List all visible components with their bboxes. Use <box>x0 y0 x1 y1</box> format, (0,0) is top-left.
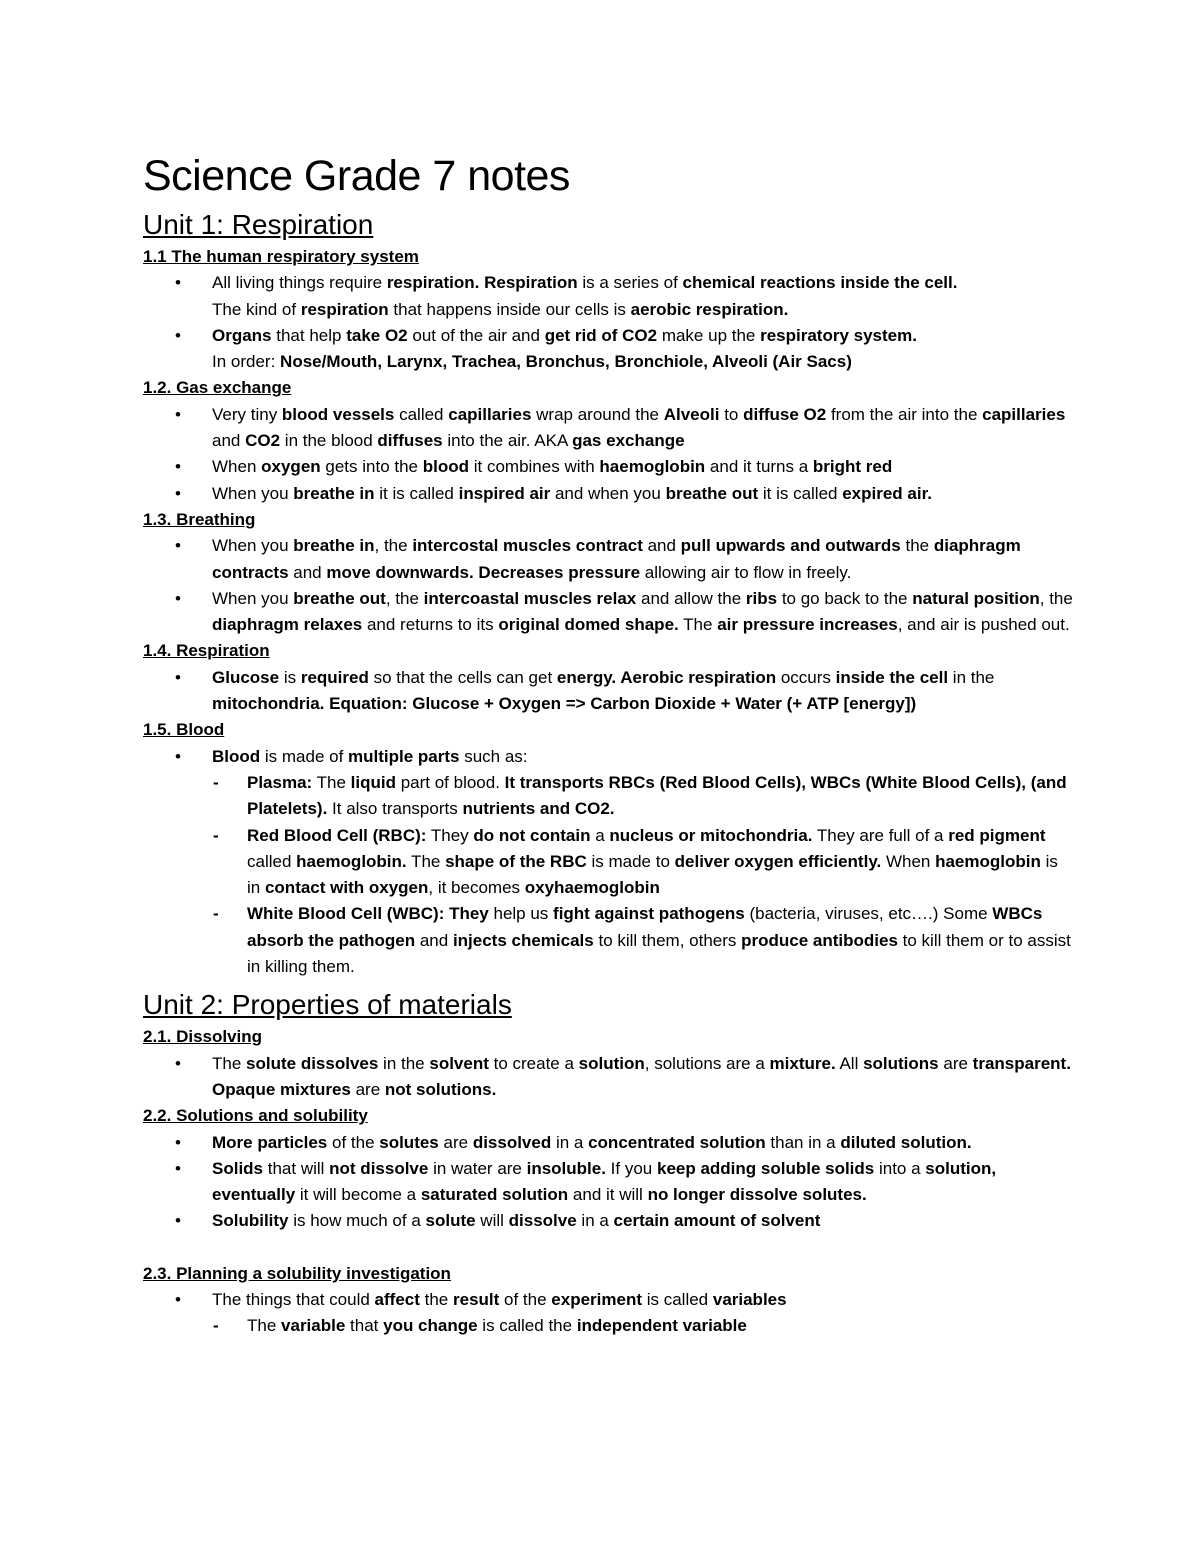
variables-list <box>143 1313 1073 1339</box>
list-item: - Plasma: The liquid part of blood. It transports RBCs (Red Blood Cells), WBCs (White Blood Cells), (and Platelets). It also transports nutrients and CO2. <box>143 770 1073 823</box>
list-item: • All living things require respiration. Respiration is a series of chemical reactions inside the cell. The kind of respiration that happens inside our cells is aerobic respiration. <box>143 270 1073 323</box>
list-item: • Organs that help take O2 out of the air and get rid of CO2 make up the respiratory system. In order: Nose/Mouth, Larynx, Trachea, Bronchus, Bronchiole, Alveoli (Air Sacs) <box>143 323 1073 376</box>
list-item: - Red Blood Cell (RBC): They do not contain a nucleus or mitochondria. They are full of a red pigment called haemoglobin. The shape of the RBC is made to deliver oxygen efficiently. When haemoglobin is in contact with oxygen, it becomes oxyhaemoglobin <box>143 823 1073 902</box>
section-1-2-list <box>143 402 1073 507</box>
section-2-2-list <box>143 1130 1073 1235</box>
section-2-3-list <box>143 1287 1073 1313</box>
section-1-2-heading: 1.2. Gas exchange <box>143 378 292 398</box>
section-2-2-heading: 2.2. Solutions and solubility <box>143 1106 368 1126</box>
list-item: • Very tiny blood vessels called capillaries wrap around the Alveoli to diffuse O2 from the air into the capillaries and CO2 in the blood diffuses into the air. AKA gas exchange <box>143 402 1073 455</box>
unit-1-heading: Unit 1: Respiration <box>143 209 374 240</box>
list-item: • The solute dissolves in the solvent to create a solution, solutions are a mixture. All solutions are transparent. Opaque mixtures are not solutions. <box>143 1051 1073 1104</box>
document-page <box>143 148 1073 1340</box>
document-title: Science Grade 7 notes <box>143 152 570 200</box>
section-1-5-list <box>143 744 1073 770</box>
section-2-3-heading: 2.3. Planning a solubility investigation <box>143 1263 451 1283</box>
list-item: • When oxygen gets into the blood it combines with haemoglobin and it turns a bright red <box>143 454 1073 480</box>
section-1-3-heading: 1.3. Breathing <box>143 509 256 529</box>
list-item: • When you breathe in it is called inspired air and when you breathe out it is called expired air. <box>143 481 1073 507</box>
list-item: • When you breathe in, the intercostal muscles contract and pull upwards and outwards the diaphragm contracts and move downwards. Decreases pressure allowing air to flow in freely. <box>143 533 1073 586</box>
section-2-1-list <box>143 1051 1073 1104</box>
list-item: - White Blood Cell (WBC): They help us fight against pathogens (bacteria, viruses, etc….) Some WBCs absorb the pathogen and injects chemicals to kill them, others produce antibodies to kill them or to assist in killing them. <box>143 901 1073 980</box>
list-item: • Blood is made of multiple parts such as: <box>143 744 1073 770</box>
list-item: • Glucose is required so that the cells can get energy. Aerobic respiration occurs inside the cell in the mitochondria. Equation: Glucose + Oxygen => Carbon Dioxide + Water (+ ATP [energy]) <box>143 665 1073 718</box>
list-item: • Solubility is how much of a solute will dissolve in a certain amount of solvent <box>143 1208 1073 1234</box>
section-1-5-heading: 1.5. Blood <box>143 720 225 740</box>
section-1-4-list <box>143 665 1073 718</box>
list-item: • More particles of the solutes are dissolved in a concentrated solution than in a diluted solution. <box>143 1130 1073 1156</box>
section-1-4-heading: 1.4. Respiration <box>143 641 270 661</box>
blood-parts-list <box>143 770 1073 980</box>
section-1-3-list <box>143 533 1073 638</box>
list-item: - The variable that you change is called the independent variable <box>143 1313 1073 1339</box>
section-2-1-heading: 2.1. Dissolving <box>143 1027 263 1047</box>
unit-2-heading: Unit 2: Properties of materials <box>143 989 512 1021</box>
list-item: • The things that could affect the result of the experiment is called variables <box>143 1287 1073 1313</box>
section-1-1-list <box>143 270 1073 375</box>
list-item: • When you breathe out, the intercoastal muscles relax and allow the ribs to go back to the natural position, the diaphragm relaxes and returns to its original domed shape. The air pressure increases, and air is pushed out. <box>143 586 1073 639</box>
section-1-1-heading: 1.1 The human respiratory system <box>143 247 419 266</box>
list-item: • Solids that will not dissolve in water are insoluble. If you keep adding soluble solids into a solution, eventually it will become a saturated solution and it will no longer dissolve solutes. <box>143 1156 1073 1209</box>
